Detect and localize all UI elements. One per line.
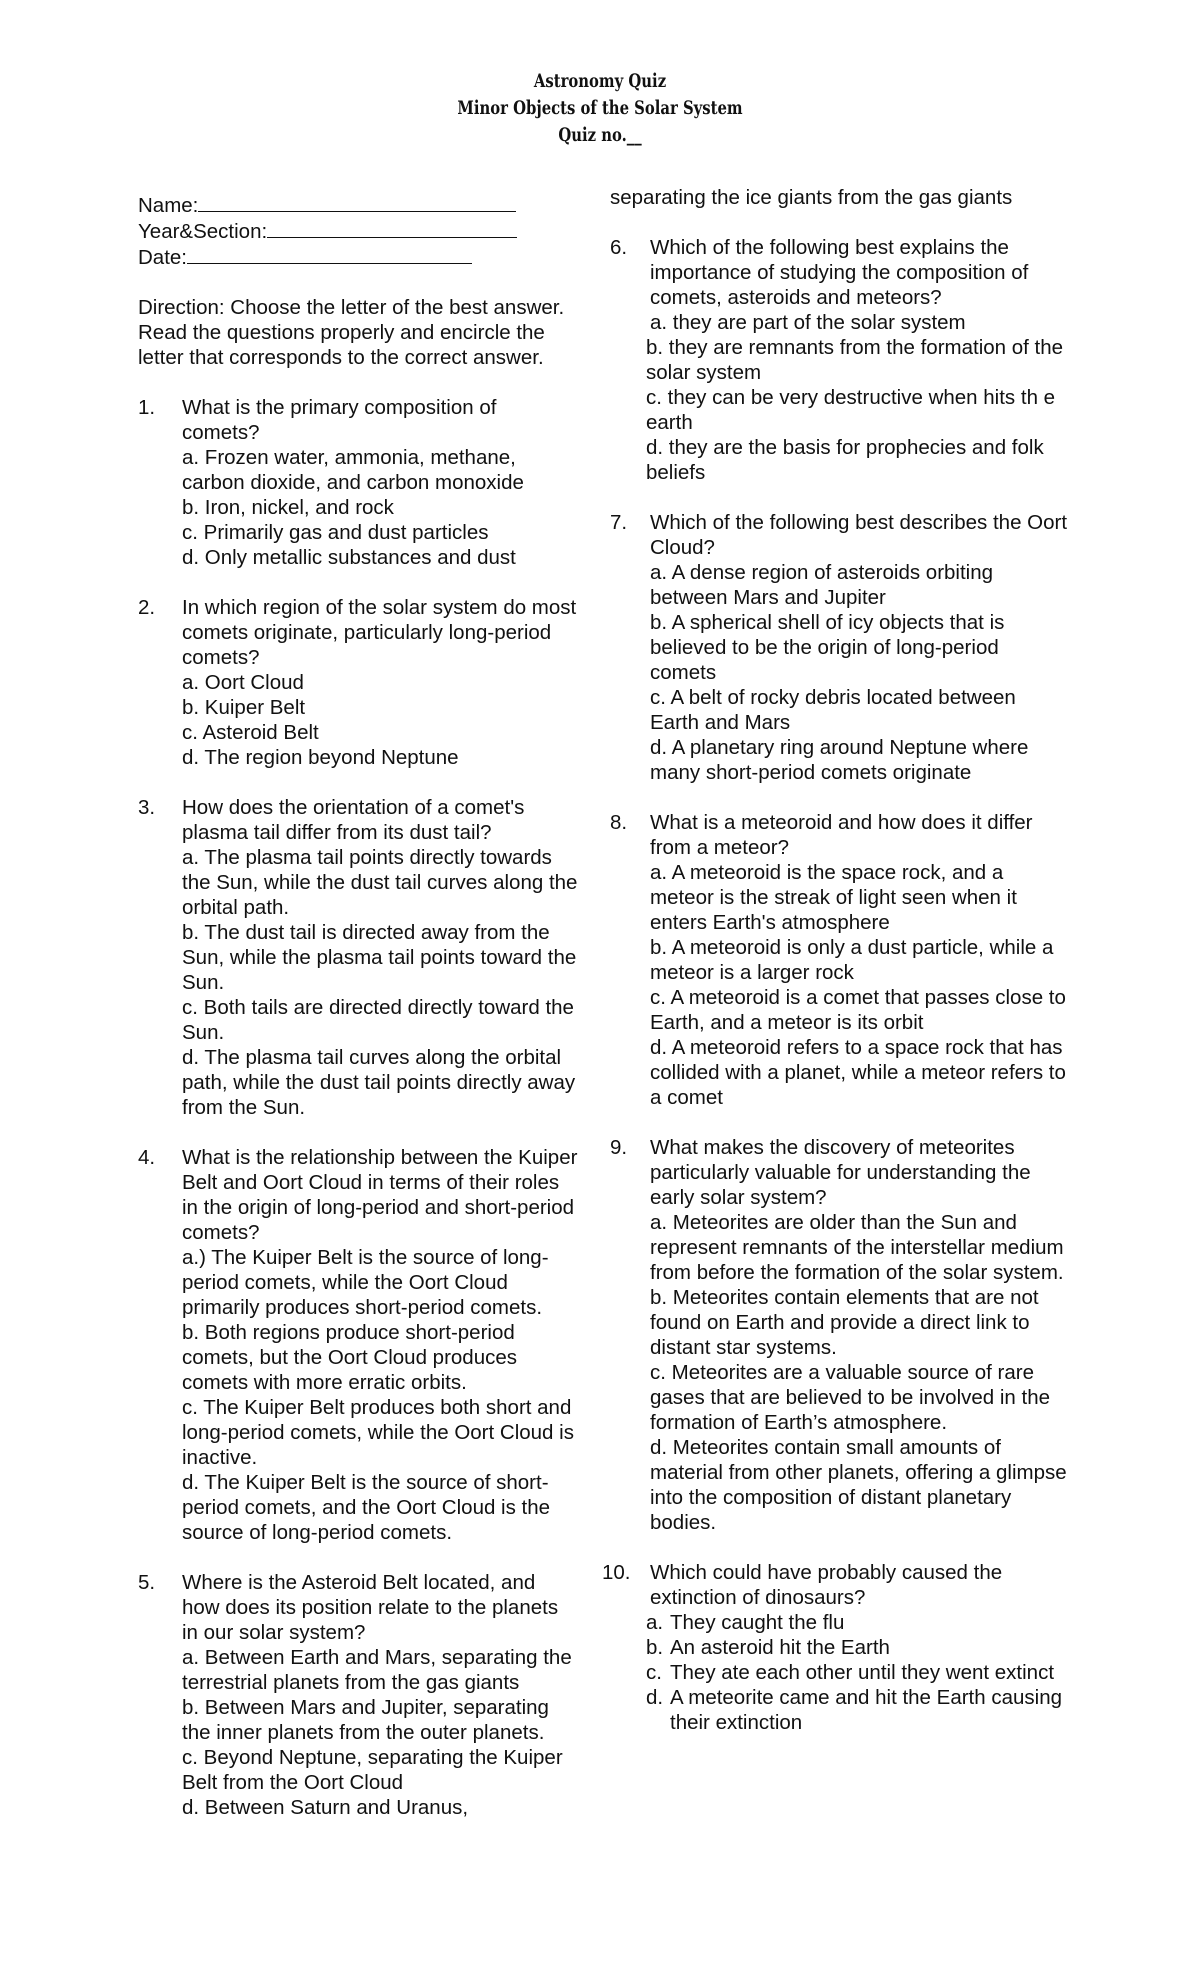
answer-option[interactable] bbox=[646, 1635, 1070, 1660]
answer-option[interactable]: b. A meteoroid is only a dust particle, while a meteor is a larger rock bbox=[650, 936, 1054, 984]
question-number: 3. bbox=[138, 796, 156, 819]
option-text: They ate each other until they went extinct bbox=[670, 1661, 1055, 1684]
left-column bbox=[138, 192, 578, 1820]
answer-option[interactable] bbox=[646, 1685, 1070, 1735]
directions-text: Direction: Choose the letter of the best answer. Read the questions properly and encircle the letter that corresponds to the correct answer. bbox=[138, 296, 565, 369]
answer-option[interactable]: a.) The Kuiper Belt is the source of long-period comets, while the Oort Cloud primarily produces short-period comets. bbox=[182, 1246, 549, 1319]
question-number: 9. bbox=[610, 1136, 628, 1159]
question-number: 6. bbox=[610, 236, 628, 259]
question-text: What is the relationship between the Kuiper Belt and Oort Cloud in terms of their roles in the origin of long-period and short-period comets? bbox=[182, 1146, 578, 1244]
answer-option[interactable]: d. A planetary ring around Neptune where many short-period comets originate bbox=[650, 736, 1029, 784]
answer-option[interactable]: a. The plasma tail points directly towards the Sun, while the dust tail curves along the orbital path. bbox=[182, 846, 578, 919]
year-section-line[interactable] bbox=[267, 218, 517, 238]
answer-option[interactable]: a. they are part of the solar system bbox=[650, 311, 966, 334]
option-text: They caught the flu bbox=[670, 1611, 845, 1634]
answer-option[interactable] bbox=[646, 1660, 1070, 1685]
answer-option[interactable] bbox=[646, 1610, 1070, 1635]
question-4 bbox=[138, 1145, 578, 1545]
answer-option[interactable]: c. Beyond Neptune, separating the Kuiper Belt from the Oort Cloud bbox=[182, 1746, 563, 1794]
question-text: What is a meteoroid and how does it differ from a meteor? bbox=[650, 811, 1033, 859]
right-column bbox=[602, 186, 1070, 1735]
option-text: An asteroid hit the Earth bbox=[670, 1636, 890, 1659]
answer-option[interactable]: c. Asteroid Belt bbox=[182, 721, 319, 744]
question-number: 1. bbox=[138, 396, 156, 419]
quiz-number: Quiz no.__ bbox=[558, 124, 642, 146]
question-number: 2. bbox=[138, 596, 156, 619]
answer-option[interactable]: c. The Kuiper Belt produces both short and long-period comets, while the Oort Cloud is inactive. bbox=[182, 1396, 574, 1469]
question-5 bbox=[138, 1570, 578, 1820]
answer-option[interactable]: b. A spherical shell of icy objects that is believed to be the origin of long-period comets bbox=[650, 611, 1005, 684]
name-line[interactable] bbox=[198, 192, 516, 212]
answer-option[interactable]: c. A meteoroid is a comet that passes close to Earth, and a meteor is its orbit bbox=[650, 986, 1066, 1034]
answer-option[interactable]: a. Between Earth and Mars, separating the terrestrial planets from the gas giants bbox=[182, 1646, 572, 1694]
question-10 bbox=[602, 1560, 1070, 1735]
answer-option[interactable]: d. The region beyond Neptune bbox=[182, 746, 459, 769]
question-number: 8. bbox=[610, 811, 628, 834]
answer-option[interactable]: a. Oort Cloud bbox=[182, 671, 304, 694]
answer-option[interactable]: d. The plasma tail curves along the orbital path, while the dust tail points directly away from the Sun. bbox=[182, 1046, 576, 1119]
date-line[interactable] bbox=[187, 244, 472, 264]
question-6 bbox=[610, 235, 1070, 485]
answer-option[interactable]: b. The dust tail is directed away from the Sun, while the plasma tail points toward the Sun. bbox=[182, 921, 577, 994]
question-text: What makes the discovery of meteorites particularly valuable for understanding the early solar system? bbox=[650, 1136, 1031, 1209]
question-text: In which region of the solar system do most comets originate, particularly long-period comets? bbox=[182, 596, 577, 669]
answer-option[interactable]: c. they can be very destructive when hits th e earth bbox=[646, 386, 1056, 434]
answer-option[interactable]: d. Only metallic substances and dust bbox=[182, 546, 516, 569]
question-8 bbox=[610, 810, 1070, 1110]
answer-option[interactable]: c. Primarily gas and dust particles bbox=[182, 521, 489, 544]
option-letter: d. bbox=[646, 1686, 664, 1709]
quiz-header bbox=[132, 68, 1068, 149]
question-text: Where is the Asteroid Belt located, and how does its position relate to the planets in our solar system? bbox=[182, 1571, 559, 1644]
answer-option[interactable]: b. Meteorites contain elements that are not found on Earth and provide a direct link to distant star systems. bbox=[650, 1286, 1039, 1359]
question-text: Which of the following best explains the importance of studying the composition of comets, asteroids and meteors? bbox=[650, 236, 1029, 309]
answer-option[interactable]: b. Between Mars and Jupiter, separating the inner planets from the outer planets. bbox=[182, 1696, 549, 1744]
question-3 bbox=[138, 795, 578, 1120]
question-number: 10. bbox=[602, 1561, 631, 1584]
question-text: Which could have probably caused the extinction of dinosaurs? bbox=[650, 1561, 1003, 1609]
name-field[interactable] bbox=[138, 192, 578, 218]
answer-option[interactable]: b. Kuiper Belt bbox=[182, 696, 306, 719]
question-1 bbox=[138, 395, 578, 570]
option-letter: a. bbox=[646, 1611, 664, 1634]
answer-option-continuation[interactable]: separating the ice giants from the gas giants bbox=[610, 186, 1013, 209]
answer-option[interactable]: b. Iron, nickel, and rock bbox=[182, 496, 394, 519]
question-number: 7. bbox=[610, 511, 628, 534]
date-label: Date: bbox=[138, 246, 187, 269]
answer-option[interactable]: d. they are the basis for prophecies and folk beliefs bbox=[646, 436, 1044, 484]
option-letter: c. bbox=[646, 1661, 662, 1684]
year-section-field[interactable] bbox=[138, 218, 578, 244]
question-number: 4. bbox=[138, 1146, 156, 1169]
answer-option[interactable]: a. Meteorites are older than the Sun and represent remnants of the interstellar medium from before the formation of the solar system. bbox=[650, 1211, 1064, 1284]
answer-option[interactable]: c. Meteorites are a valuable source of rare gases that are believed to be involved in the formation of Earth’s atmosphere. bbox=[650, 1361, 1051, 1434]
question-text: What is the primary composition of comets? bbox=[182, 396, 497, 444]
answer-option[interactable]: a. Frozen water, ammonia, methane, carbon dioxide, and carbon monoxide bbox=[182, 446, 524, 494]
answer-option[interactable]: d. Between Saturn and Uranus, bbox=[182, 1796, 469, 1819]
answer-option[interactable]: b. they are remnants from the formation of the solar system bbox=[646, 336, 1064, 384]
name-label: Name: bbox=[138, 194, 199, 217]
date-field[interactable] bbox=[138, 244, 578, 270]
option-text: A meteorite came and hit the Earth causing their extinction bbox=[670, 1686, 1063, 1734]
answer-option[interactable]: c. A belt of rocky debris located between Earth and Mars bbox=[650, 686, 1016, 734]
question-7 bbox=[610, 510, 1070, 785]
year-section-label: Year&Section: bbox=[138, 220, 268, 243]
answer-option[interactable]: b. Both regions produce short-period comets, but the Oort Cloud produces comets with more erratic orbits. bbox=[182, 1321, 518, 1394]
answer-option[interactable]: d. Meteorites contain small amounts of material from other planets, offering a glimpse into the composition of distant planetary bodies. bbox=[650, 1436, 1067, 1534]
quiz-subtitle: Minor Objects of the Solar System bbox=[457, 97, 743, 119]
question-text: Which of the following best describes the Oort Cloud? bbox=[650, 511, 1068, 559]
answer-option[interactable]: d. A meteoroid refers to a space rock that has collided with a planet, while a meteor refers to a comet bbox=[650, 1036, 1066, 1109]
option-letter: b. bbox=[646, 1636, 664, 1659]
question-text: How does the orientation of a comet's plasma tail differ from its dust tail? bbox=[182, 796, 525, 844]
answer-option[interactable]: c. Both tails are directed directly toward the Sun. bbox=[182, 996, 574, 1044]
answer-option[interactable]: d. The Kuiper Belt is the source of short-period comets, and the Oort Cloud is the source of long-period comets. bbox=[182, 1471, 551, 1544]
answer-option[interactable]: a. A dense region of asteroids orbiting between Mars and Jupiter bbox=[650, 561, 994, 609]
question-2 bbox=[138, 595, 578, 770]
answer-option[interactable]: a. A meteoroid is the space rock, and a meteor is the streak of light seen when it enters Earth's atmosphere bbox=[650, 861, 1017, 934]
quiz-title: Astronomy Quiz bbox=[533, 70, 667, 92]
question-number: 5. bbox=[138, 1571, 156, 1594]
question-9 bbox=[610, 1135, 1070, 1535]
